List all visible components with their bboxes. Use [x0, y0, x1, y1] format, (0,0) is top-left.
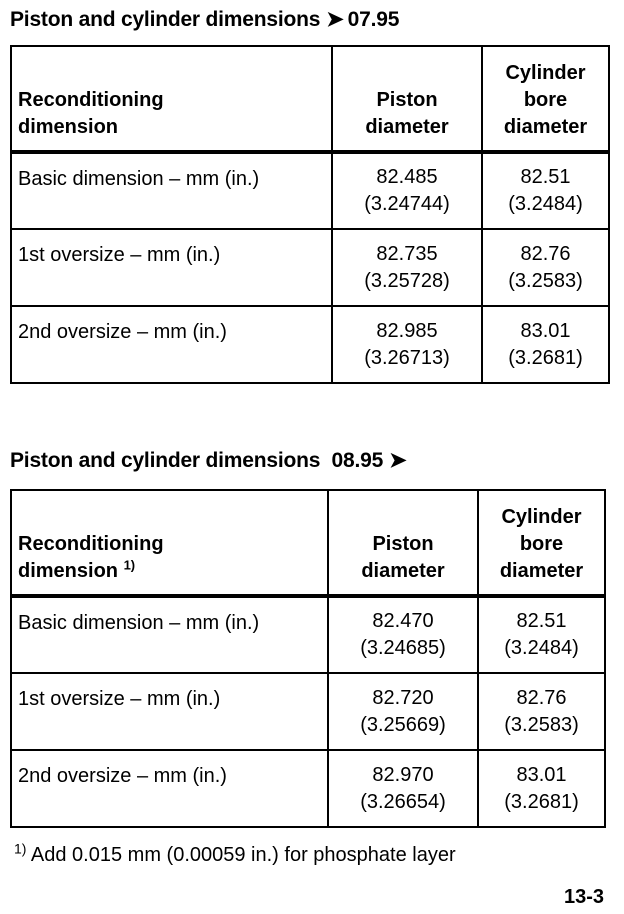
- row-label: Basic dimension – mm (in.): [11, 596, 328, 673]
- piston-diameter-cell: 82.720 (3.25669): [328, 673, 478, 750]
- table2-title-text: Piston and cylinder dimensions: [10, 449, 321, 472]
- bore-diameter-cell: 82.51 (3.2484): [482, 152, 609, 229]
- page-number: 13-3: [563, 886, 604, 908]
- bore-diameter-cell: 82.76 (3.2583): [482, 229, 609, 306]
- row-label: 1st oversize – mm (in.): [11, 229, 332, 306]
- bore-diameter-cell: 82.76 (3.2583): [478, 673, 605, 750]
- piston-diameter-cell: 82.735 (3.25728): [332, 229, 482, 306]
- piston-diameter-cell: 82.470 (3.24685): [328, 596, 478, 673]
- piston-diameter-cell: 82.485 (3.24744): [332, 152, 482, 229]
- dimensions-table-2: [10, 489, 606, 828]
- row-label: 2nd oversize – mm (in.): [11, 306, 332, 383]
- footnote-marker: 1): [123, 557, 136, 573]
- bore-diameter-cell: 82.51 (3.2484): [478, 596, 605, 673]
- table2-title: [10, 448, 410, 473]
- table-row: [11, 750, 605, 827]
- piston-diameter-cell: 82.985 (3.26713): [332, 306, 482, 383]
- row-label: 1st oversize – mm (in.): [11, 673, 328, 750]
- table1-title-date: 07.95: [347, 8, 400, 31]
- header-reconditioning-dimension: Reconditioning dimension $^{1)}$: [11, 490, 328, 596]
- row-label: Basic dimension – mm (in.): [11, 152, 332, 229]
- table2-title-date: 08.95: [331, 449, 384, 472]
- piston-diameter-cell: 82.970 (3.26654): [328, 750, 478, 827]
- row-label: 2nd oversize – mm (in.): [11, 750, 328, 827]
- arrow-right-icon: ➤: [326, 8, 344, 31]
- table1-title: [10, 7, 399, 32]
- table1-title-text: Piston and cylinder dimensions: [10, 8, 321, 31]
- bore-diameter-cell: 83.01 (3.2681): [482, 306, 609, 383]
- header-cylinder-bore-diameter: Cylinder bore diameter: [478, 490, 605, 596]
- bore-diameter-cell: 83.01 (3.2681): [478, 750, 605, 827]
- footnote-marker: 1): [14, 840, 27, 857]
- table-header-row: [11, 490, 605, 596]
- table-row: [11, 596, 605, 673]
- table-row: [11, 229, 609, 306]
- table-row: [11, 152, 609, 229]
- footnote: [14, 840, 456, 867]
- footnote-text: Add 0.015 mm (0.00059 in.) for phosphate layer: [30, 844, 456, 866]
- table-row: [11, 673, 605, 750]
- table-header-row: [11, 46, 609, 152]
- header-piston-diameter: Piston diameter: [328, 490, 478, 596]
- header-cylinder-bore-diameter: Cylinder bore diameter: [482, 46, 609, 152]
- header-piston-diameter: Piston diameter: [332, 46, 482, 152]
- header-reconditioning-dimension: Reconditioning dimension: [11, 46, 332, 152]
- dimensions-table-1: [10, 45, 610, 384]
- arrow-right-icon: ➤: [389, 449, 407, 472]
- table-row: [11, 306, 609, 383]
